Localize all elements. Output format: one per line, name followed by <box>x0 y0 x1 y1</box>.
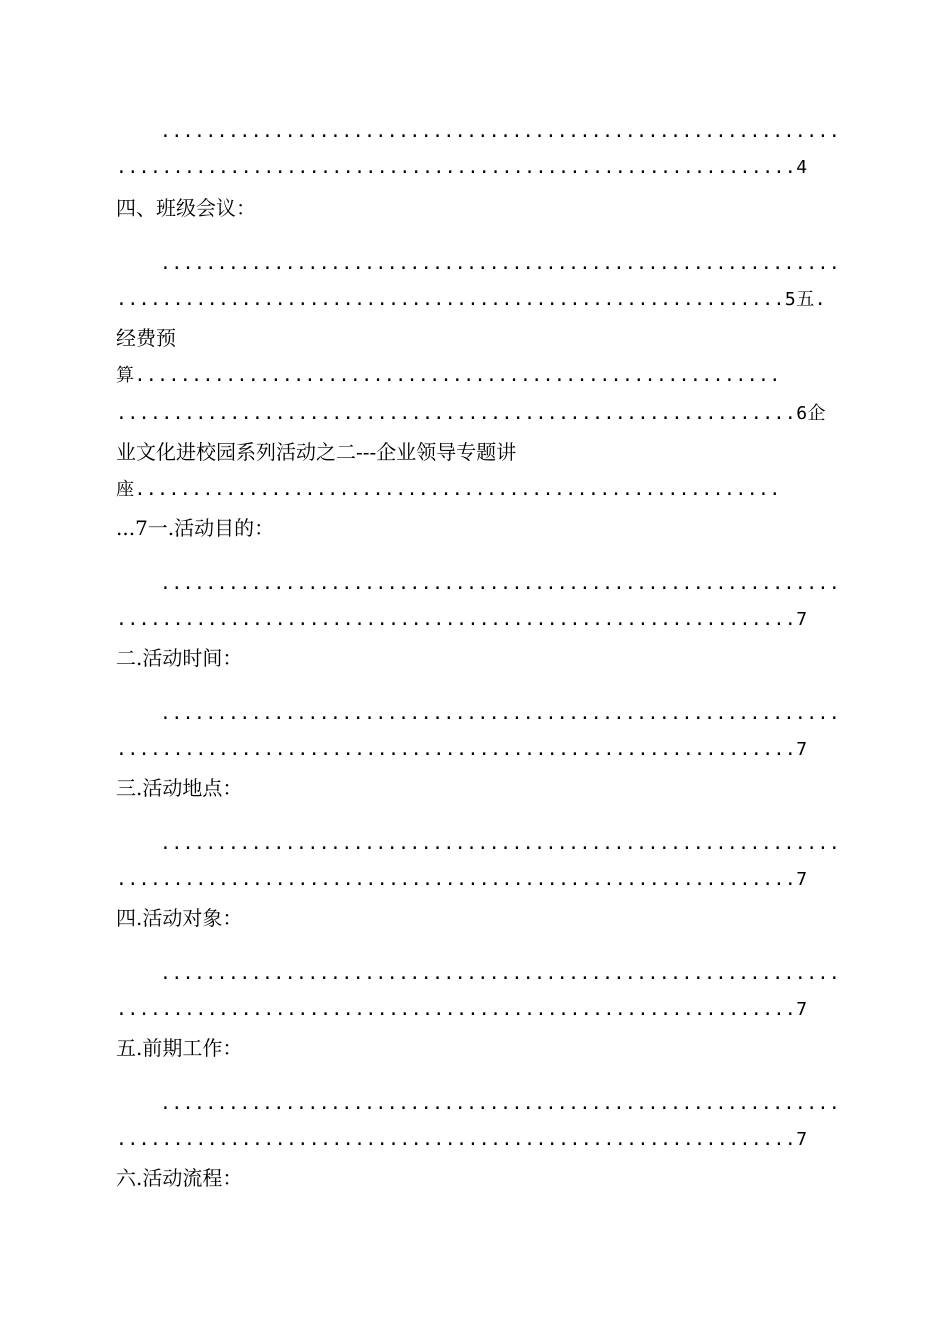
toc-heading: 四、班级会议： <box>116 196 256 220</box>
toc-leader-line: ............................................................4 <box>116 157 808 178</box>
toc-leader-line: 座......................................................... <box>116 479 781 500</box>
toc-leader-line: ............................................................ <box>160 253 841 274</box>
toc-leader-line: ............................................................7 <box>116 869 808 890</box>
toc-leader-line: 算......................................................... <box>116 365 781 386</box>
toc-leader-line: ............................................................ <box>160 963 841 984</box>
toc-leader-line: ............................................................ <box>160 833 841 854</box>
toc-heading: 业文化进校园系列活动之二---企业领导专题讲 <box>116 440 517 464</box>
toc-leader-line: ...........................................................5五. <box>116 289 827 310</box>
toc-heading: 三.活动地点： <box>116 776 243 800</box>
toc-leader-line: ............................................................7 <box>116 739 808 760</box>
toc-leader-line: ............................................................6企 <box>116 403 827 424</box>
toc-leader-line: ............................................................ <box>160 703 841 724</box>
toc-heading: 五.前期工作： <box>116 1036 243 1060</box>
toc-heading: 二.活动时间： <box>116 646 243 670</box>
toc-leader-line: ............................................................7 <box>116 1129 808 1150</box>
toc-heading: 经费预 <box>116 326 176 350</box>
toc-leader-line: ............................................................7 <box>116 999 808 1020</box>
toc-leader-line: ............................................................ <box>160 573 841 594</box>
toc-heading: 四.活动对象： <box>116 906 243 930</box>
toc-leader-line: ............................................................ <box>160 121 841 142</box>
toc-heading: ...7一.活动目的： <box>116 516 275 540</box>
toc-leader-line: ............................................................ <box>160 1093 841 1114</box>
toc-leader-line: ............................................................7 <box>116 609 808 630</box>
toc-heading: 六.活动流程： <box>116 1166 243 1190</box>
